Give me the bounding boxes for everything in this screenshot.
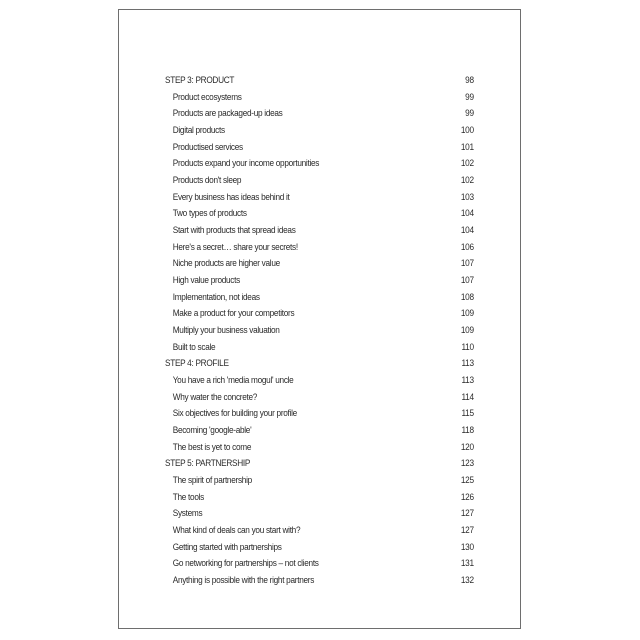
toc-page-number: 109 — [460, 325, 474, 337]
toc-page-number: 98 — [465, 75, 474, 86]
toc-page-number: 113 — [461, 358, 474, 370]
toc-page-number: 123 — [460, 458, 474, 470]
toc-entry-title: Anything is possible with the right partners — [172, 575, 315, 587]
toc-entry-title: Implementation, not ideas — [172, 291, 260, 303]
toc-page-number: 126 — [460, 491, 474, 503]
toc-page-number: 104 — [460, 208, 474, 220]
toc-page-number: 107 — [460, 275, 474, 287]
toc-entry — [165, 440, 474, 457]
toc-entry — [165, 290, 474, 307]
toc-entry-title: Getting started with partnerships — [172, 541, 282, 553]
toc-page-number: 102 — [460, 158, 474, 170]
toc-entry — [165, 556, 474, 573]
toc-entry-title: The best is yet to come — [172, 441, 252, 453]
toc-entry-title: Multiply your business valuation — [172, 325, 280, 337]
toc-entry — [165, 273, 474, 290]
toc-page-number: 99 — [465, 108, 474, 120]
toc-page-number: 132 — [460, 575, 474, 587]
toc-entry — [165, 173, 474, 190]
toc-entry-title: Here's a secret… share your secrets! — [172, 241, 298, 253]
toc-entry — [165, 506, 474, 523]
toc-entry — [165, 306, 474, 323]
toc-entry — [165, 573, 474, 590]
toc-entry-title: You have a rich 'media mogul' uncle — [172, 375, 294, 387]
toc-page-number: 104 — [460, 225, 474, 237]
toc-entry-title: Niche products are higher value — [172, 258, 280, 270]
toc-page-number: 101 — [460, 141, 474, 153]
toc-entry — [165, 323, 474, 340]
toc-entry — [165, 373, 474, 390]
toc-entry-title: What kind of deals can you start with? — [172, 525, 301, 537]
toc-entry-title: Why water the concrete? — [172, 391, 258, 403]
toc-page-number: 113 — [461, 375, 474, 387]
toc-entry-title: Product ecosystems — [172, 91, 242, 103]
toc-page-number: 103 — [460, 191, 474, 203]
toc-entry — [165, 156, 474, 173]
toc-entry-title: Two types of products — [172, 208, 247, 220]
toc-entry-title: Go networking for partnerships – not clients — [172, 558, 319, 570]
toc-entry — [165, 240, 474, 257]
toc-entry — [165, 523, 474, 540]
toc-entry — [165, 540, 474, 557]
toc-entry-title: STEP 3: PRODUCT — [165, 75, 235, 86]
toc-entry — [165, 90, 474, 107]
toc-page-number: 118 — [461, 425, 474, 437]
toc-entry — [165, 256, 474, 273]
toc-section-heading — [165, 73, 474, 90]
toc-entry-title: Products don't sleep — [172, 175, 242, 187]
toc-entry — [165, 206, 474, 223]
table-of-contents — [165, 73, 474, 590]
toc-section-heading — [165, 356, 474, 373]
toc-page-number: 114 — [461, 391, 474, 403]
toc-entry — [165, 190, 474, 207]
toc-entry — [165, 106, 474, 123]
toc-entry — [165, 223, 474, 240]
toc-entry-title: Six objectives for building your profile — [172, 408, 297, 420]
toc-entry — [165, 140, 474, 157]
toc-entry-title: The spirit of partnership — [172, 475, 252, 487]
toc-page-number: 106 — [460, 241, 474, 253]
toc-entry-title: Becoming 'google-able' — [172, 425, 252, 437]
toc-entry — [165, 473, 474, 490]
toc-entry-title: The tools — [172, 491, 204, 503]
toc-page-number: 109 — [460, 308, 474, 320]
document-page — [118, 9, 521, 629]
toc-entry — [165, 406, 474, 423]
toc-page-number: 100 — [460, 125, 474, 137]
toc-page-number: 127 — [460, 525, 474, 537]
toc-entry — [165, 340, 474, 357]
toc-entry-title: Make a product for your competitors — [172, 308, 295, 320]
toc-page-number: 102 — [460, 175, 474, 187]
toc-section-heading — [165, 456, 474, 473]
toc-entry-title: High value products — [172, 275, 240, 287]
toc-page-number: 125 — [460, 475, 474, 487]
toc-entry-title: Products are packaged-up ideas — [172, 108, 283, 120]
toc-page-number: 130 — [460, 541, 474, 553]
toc-entry — [165, 123, 474, 140]
toc-entry-title: Every business has ideas behind it — [172, 191, 290, 203]
toc-entry-title: Productised services — [172, 141, 243, 153]
toc-entry — [165, 490, 474, 507]
toc-page-number: 131 — [460, 558, 474, 570]
toc-page-number: 110 — [461, 341, 474, 353]
toc-entry — [165, 390, 474, 407]
toc-entry — [165, 423, 474, 440]
toc-page-number: 127 — [460, 508, 474, 520]
toc-page-number: 115 — [461, 408, 474, 420]
toc-entry-title: Start with products that spread ideas — [172, 225, 296, 237]
toc-page-number: 120 — [460, 441, 474, 453]
toc-entry-title: Systems — [172, 508, 203, 520]
toc-entry-title: Products expand your income opportunities — [172, 158, 320, 170]
toc-entry-title: Built to scale — [172, 341, 216, 353]
toc-page-number: 107 — [460, 258, 474, 270]
toc-entry-title: STEP 5: PARTNERSHIP — [165, 458, 251, 470]
toc-page-number: 108 — [460, 291, 474, 303]
toc-entry-title: STEP 4: PROFILE — [165, 358, 229, 370]
toc-entry-title: Digital products — [172, 125, 225, 137]
toc-page-number: 99 — [465, 91, 474, 103]
